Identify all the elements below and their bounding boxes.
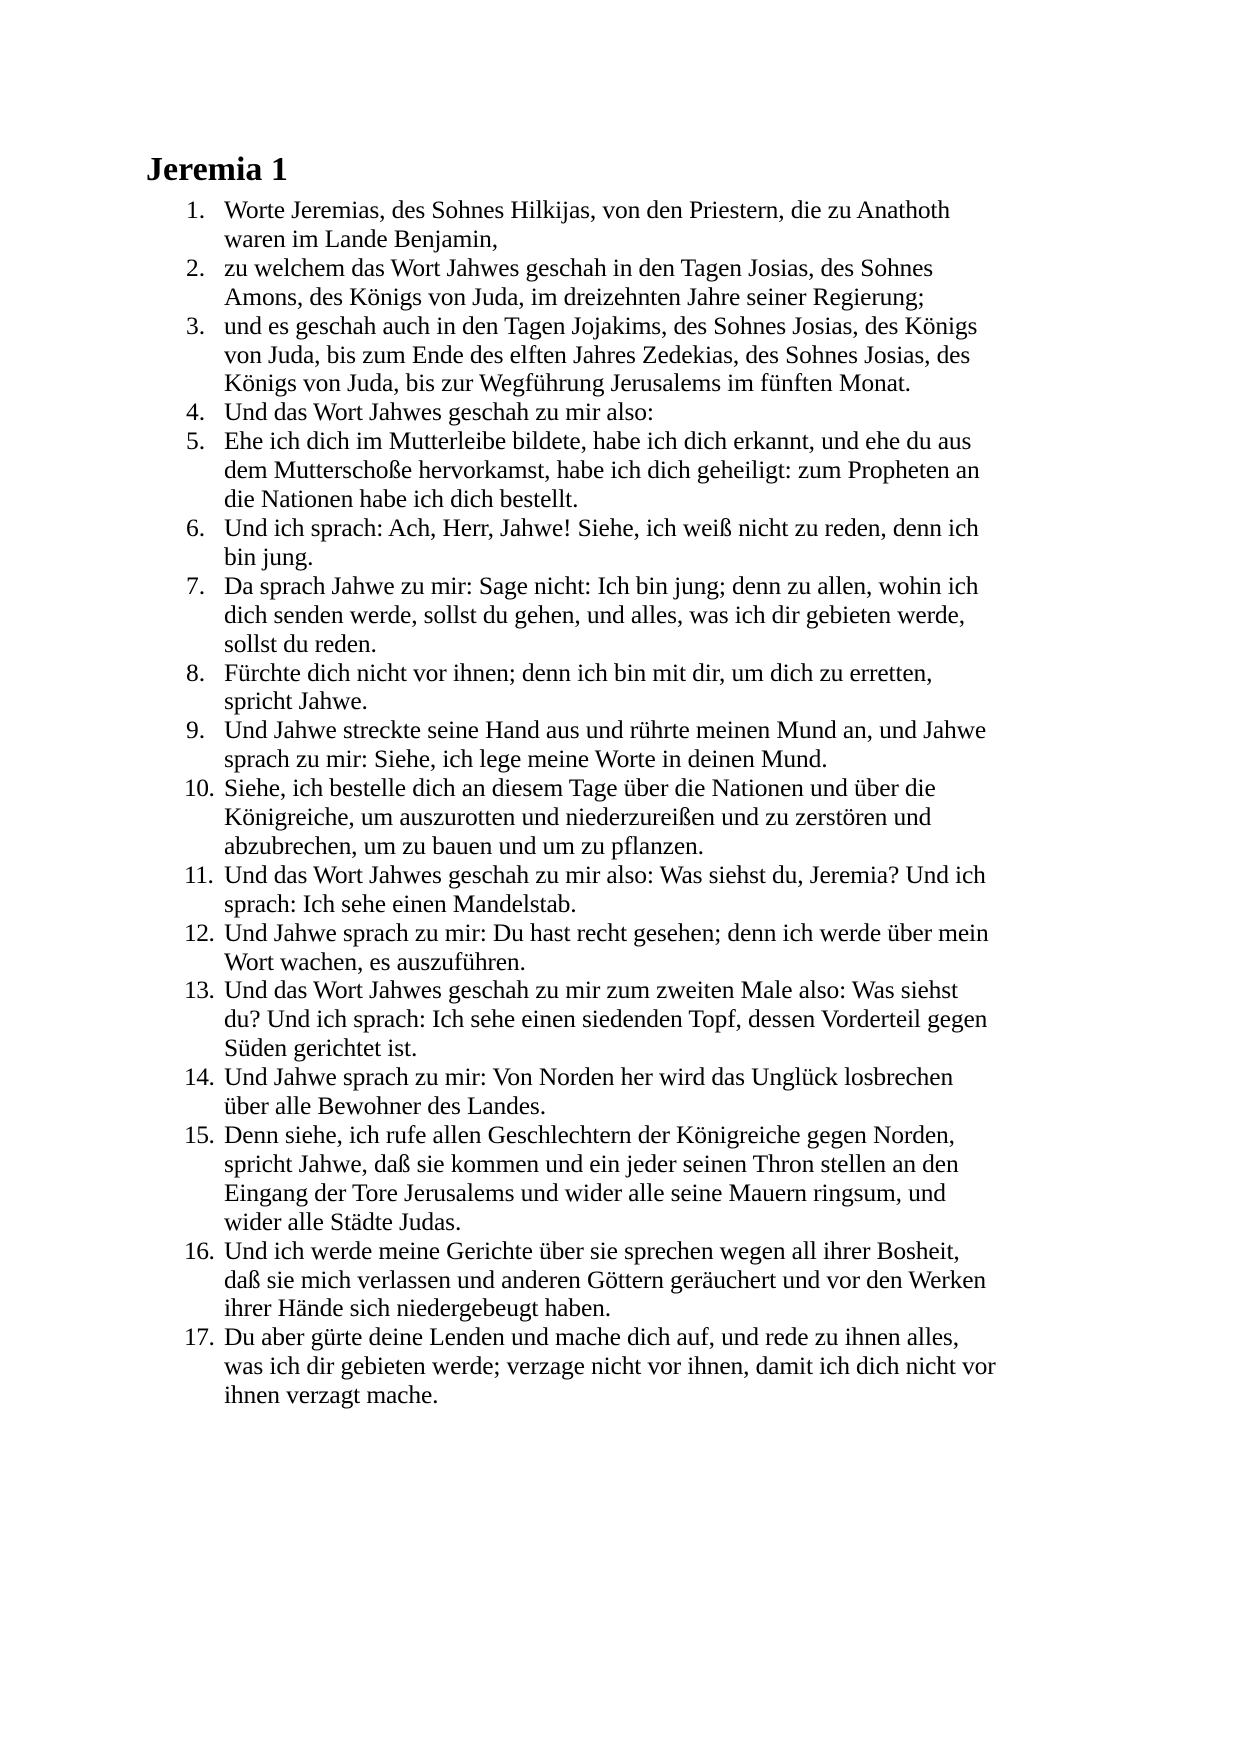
verse-text <box>224 1063 1100 1121</box>
verse-number: 2. <box>186 252 206 282</box>
verse-line: von Juda, bis zum Ende des elften Jahres Zedekias, des Sohnes Josias, des <box>224 339 971 369</box>
verse-line: Und ich werde meine Gerichte über sie sprechen wegen all ihrer Bosheit, <box>224 1235 960 1265</box>
verse-line: die Nationen habe ich dich bestellt. <box>224 484 579 514</box>
verse-line: Da sprach Jahwe zu mir: Sage nicht: Ich bin jung; denn zu allen, wohin ich <box>224 570 979 600</box>
verse-item <box>150 919 1100 977</box>
verse-item <box>150 1237 1100 1324</box>
verse-line: Worte Jeremias, des Sohnes Hilkijas, von den Priestern, die zu Anathoth <box>224 195 950 224</box>
verse-line: Du aber gürte deine Lenden und mache dich auf, und rede zu ihnen alles, <box>224 1322 959 1352</box>
verse-line: Und das Wort Jahwes geschah zu mir also: Was siehst du, Jeremia? Und ich <box>224 859 986 889</box>
verse-text <box>224 572 1100 659</box>
verse-text <box>224 254 1100 312</box>
verse-line: Und das Wort Jahwes geschah zu mir zum zweiten Male also: Was siehst <box>224 975 958 1005</box>
verse-line: bin jung. <box>224 541 314 571</box>
verse-line: Königreiche, um auszurotten und niederzureißen und zu zerstören und <box>224 802 932 832</box>
verse-line: Denn siehe, ich rufe allen Geschlechtern der Königreiche gegen Norden, <box>224 1120 955 1149</box>
verse-line: waren im Lande Benjamin, <box>224 223 498 253</box>
verse-number: 1. <box>186 195 206 224</box>
verse-text <box>224 1121 1100 1237</box>
verse-line: Fürchte dich nicht vor ihnen; denn ich bin mit dir, um dich zu erretten, <box>224 657 933 687</box>
verse-item <box>150 1323 1100 1410</box>
verse-number: 5. <box>186 426 206 456</box>
verse-item <box>150 861 1100 919</box>
verse-number: 16. <box>184 1235 215 1265</box>
verse-line: du? Und ich sprach: Ich sehe einen siedenden Topf, dessen Vorderteil gegen <box>224 1004 988 1034</box>
verse-line: Und Jahwe streckte seine Hand aus und rührte meinen Mund an, und Jahwe <box>224 715 987 745</box>
verse-item <box>150 1121 1100 1237</box>
verse-line: und es geschah auch in den Tagen Jojakims, des Sohnes Josias, des Königs <box>224 310 978 340</box>
verse-item <box>150 254 1100 312</box>
verse-text <box>224 1237 1100 1324</box>
verse-line: Und ich sprach: Ach, Herr, Jahwe! Siehe, ich weiß nicht zu reden, denn ich <box>224 512 979 542</box>
verse-number: 15. <box>184 1120 215 1149</box>
verse-text <box>224 659 1100 717</box>
verse-number: 11. <box>184 859 214 889</box>
verse-line: spricht Jahwe. <box>224 686 368 716</box>
verse-text <box>224 196 1100 254</box>
verse-line: zu welchem das Wort Jahwes geschah in den Tagen Josias, des Sohnes <box>224 252 934 282</box>
verse-line: Und das Wort Jahwes geschah zu mir also: <box>224 397 654 427</box>
verse-item <box>150 514 1100 572</box>
verse-text <box>224 716 1100 774</box>
verse-number: 13. <box>184 975 215 1005</box>
verse-line: ihnen verzagt mache. <box>224 1380 439 1410</box>
verse-line: sprach: Ich sehe einen Mandelstab. <box>224 888 577 918</box>
verse-text <box>224 312 1100 399</box>
verse-item <box>150 312 1100 399</box>
verse-number: 7. <box>186 570 206 600</box>
verse-line: was ich dir gebieten werde; verzage nicht vor ihnen, damit ich dich nicht vor <box>224 1351 996 1381</box>
verse-line: daß sie mich verlassen und anderen Göttern geräuchert und vor den Werken <box>224 1264 987 1294</box>
verse-item <box>150 1063 1100 1121</box>
verse-item <box>150 774 1100 861</box>
verse-text <box>224 427 1100 514</box>
verse-line: Und Jahwe sprach zu mir: Von Norden her wird das Unglück losbrechen <box>224 1062 954 1092</box>
verse-item <box>150 398 1100 427</box>
verse-number: 17. <box>184 1322 215 1352</box>
verse-line: ihrer Hände sich niedergebeugt haben. <box>224 1293 611 1323</box>
verse-line: Königs von Juda, bis zur Wegführung Jerusalems im fünften Monat. <box>224 368 911 398</box>
verse-line: dem Mutterschoße hervorkamst, habe ich dich geheiligt: zum Propheten an <box>224 455 980 485</box>
verse-line: Siehe, ich bestelle dich an diesem Tage über die Nationen und über die <box>224 773 936 803</box>
verse-text <box>224 514 1100 572</box>
verse-line: dich senden werde, sollst du gehen, und alles, was ich dir gebieten werde, <box>224 599 965 629</box>
verse-text <box>224 1323 1100 1410</box>
verse-text <box>224 398 1100 427</box>
verse-item <box>150 976 1100 1063</box>
verse-line: Wort wachen, es auszuführen. <box>224 946 526 976</box>
verse-number: 10. <box>184 773 215 803</box>
verse-line: spricht Jahwe, daß sie kommen und ein jeder seinen Thron stellen an den <box>224 1148 959 1178</box>
verse-line: sprach zu mir: Siehe, ich lege meine Worte in deinen Mund. <box>224 744 828 774</box>
page-title: Jeremia 1 <box>146 151 288 188</box>
verse-line: Ehe ich dich im Mutterleibe bildete, habe ich dich erkannt, und ehe du aus <box>224 426 972 456</box>
verse-item <box>150 572 1100 659</box>
verse-line: abzubrechen, um zu bauen und um zu pflanzen. <box>224 830 704 860</box>
verse-text <box>224 861 1100 919</box>
verse-line: Eingang der Tore Jerusalems und wider alle seine Mauern ringsum, und <box>224 1177 946 1207</box>
verse-line: Und Jahwe sprach zu mir: Du hast recht gesehen; denn ich werde über mein <box>224 917 989 947</box>
verse-line: Amons, des Königs von Juda, im dreizehnten Jahre seiner Regierung; <box>224 281 925 311</box>
verse-text <box>224 976 1100 1063</box>
verse-item <box>150 716 1100 774</box>
verse-item <box>150 427 1100 514</box>
verse-item <box>150 196 1100 254</box>
verse-text <box>224 919 1100 977</box>
verse-number: 3. <box>186 310 206 340</box>
verse-number: 9. <box>186 715 206 745</box>
verse-item <box>150 659 1100 717</box>
verse-line: über alle Bewohner des Landes. <box>224 1091 546 1121</box>
verse-line: wider alle Städte Judas. <box>224 1206 462 1236</box>
verse-text <box>224 774 1100 861</box>
verse-number: 8. <box>186 657 206 687</box>
verse-number: 4. <box>186 397 206 427</box>
verse-line: sollst du reden. <box>224 628 377 658</box>
verse-number: 6. <box>186 512 206 542</box>
verse-number: 12. <box>184 917 215 947</box>
verse-list <box>150 196 1100 1410</box>
verse-number: 14. <box>184 1062 215 1092</box>
verse-line: Süden gerichtet ist. <box>224 1033 418 1063</box>
